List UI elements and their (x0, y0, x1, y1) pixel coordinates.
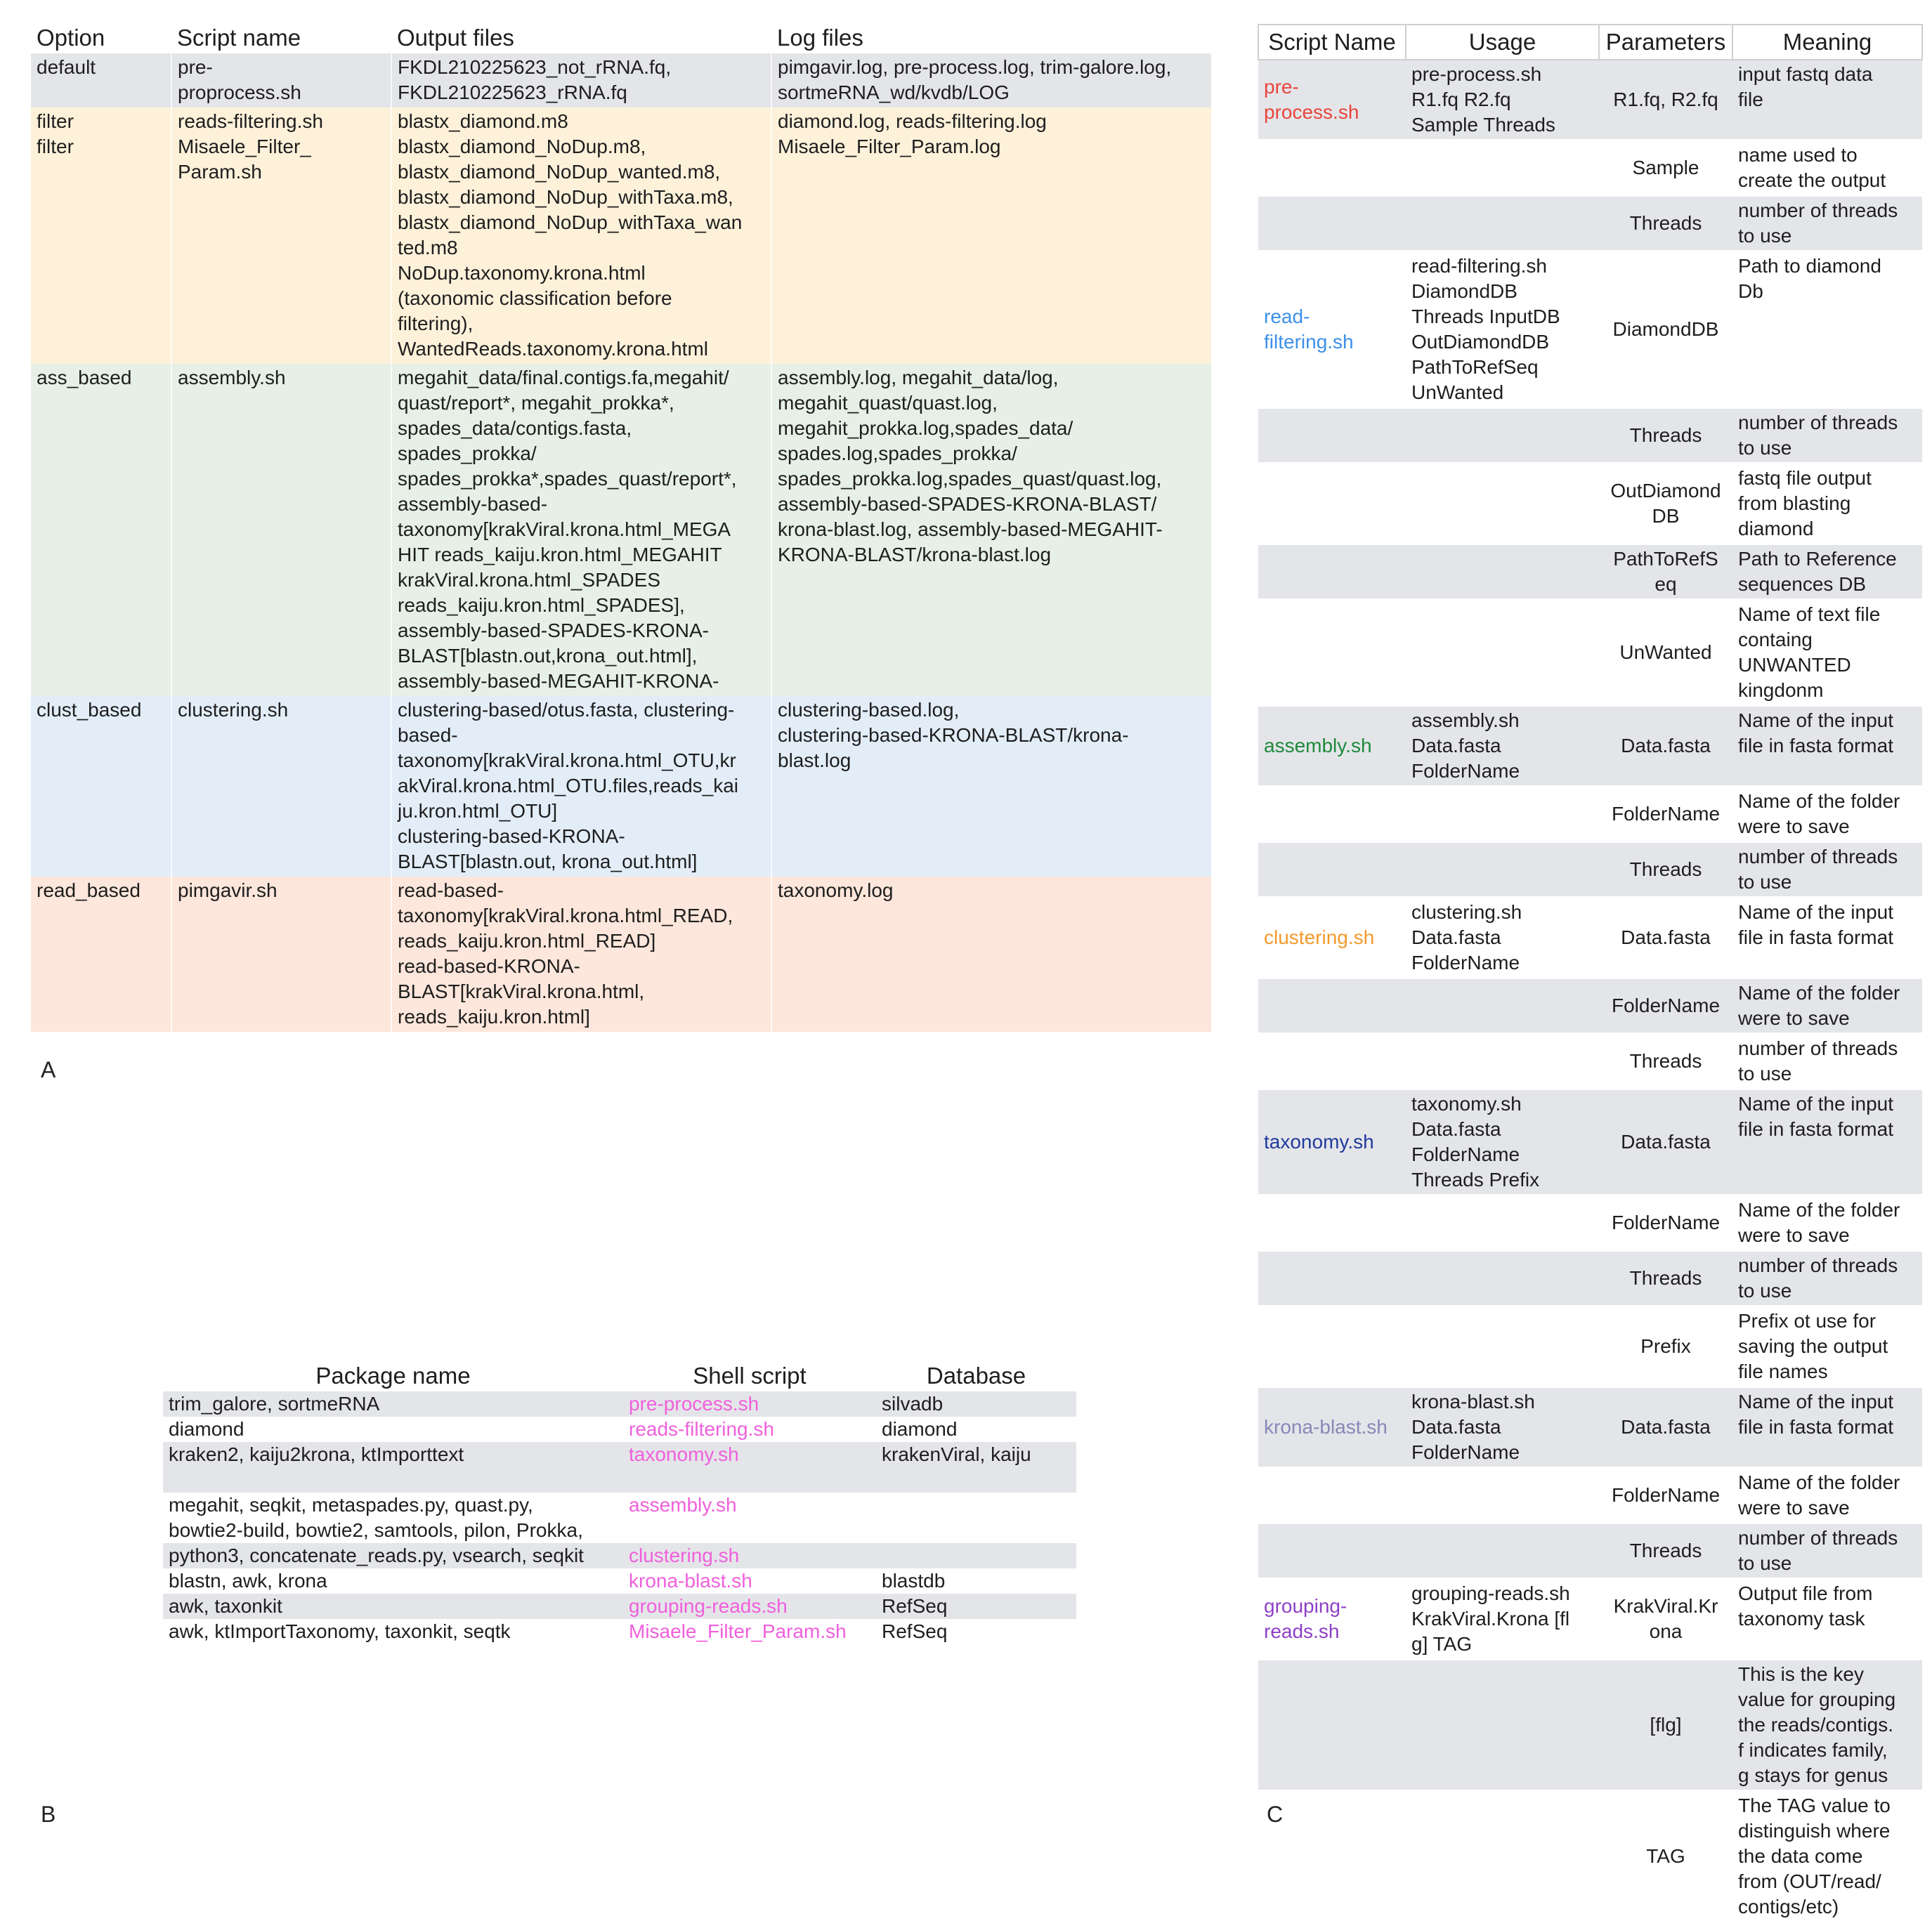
database-cell (876, 1543, 1076, 1568)
meaning-cell: Name of the input file in fasta format (1732, 898, 1922, 978)
option-cell: read_based (31, 877, 171, 1032)
meaning-cell: The TAG value to distinguish where the data come from (OUT/read/ contigs/etc) (1732, 1791, 1922, 1921)
header-parameters: Parameters (1599, 25, 1732, 60)
table-row (163, 1493, 1076, 1543)
panel-label-c: C (1267, 1802, 1283, 1828)
table-row (1258, 600, 1922, 706)
header-output-files: Output files (391, 20, 771, 53)
options-table (31, 20, 1211, 1032)
script-name-cell: pre- process.sh (1258, 60, 1406, 140)
meaning-cell: Name of the input file in fasta format (1732, 706, 1922, 787)
script-name-cell (1258, 1306, 1406, 1387)
database-cell: RefSeq (876, 1619, 1076, 1644)
parameter-cell: Data.fasta (1599, 706, 1732, 787)
option-cell: filter filter (31, 107, 171, 364)
table-row (1258, 408, 1922, 464)
meaning-cell: number of threads to use (1732, 1251, 1922, 1306)
shell-script-cell: pre-process.sh (623, 1391, 876, 1417)
logs-cell: diamond.log, reads-filtering.log Misaele_Filter_Param.log (771, 107, 1211, 364)
parameter-cell: UnWanted (1599, 600, 1732, 706)
header-database: Database (876, 1359, 1076, 1391)
meaning-cell: Name of the input file in fasta format (1732, 1089, 1922, 1195)
scripts-table-body (1258, 60, 1922, 1921)
parameter-cell: FolderName (1599, 978, 1732, 1034)
table-row (1258, 1579, 1922, 1660)
usage-cell: taxonomy.sh Data.fasta FolderName Threads Prefix (1406, 1089, 1599, 1195)
meaning-cell: Name of the input file in fasta format (1732, 1387, 1922, 1468)
outputs-cell: clustering-based/otus.fasta, clustering- based- taxonomy[krakViral.krona.html_OTU,kr akViral.krona.html_OTU.files,reads_kai ju.kron.html_OTU] clustering-based-KRONA- BLAST[blastn.out, krona_out.html] (391, 696, 771, 877)
logs-cell: assembly.log, megahit_data/log, megahit_quast/quast.log, megahit_prokka.log,spades_data/ spades.log,spades_prokka/ spades_prokka.log,spades_quast/quast.log, assembly-based-SPADES-KRONA-BLAST/ krona-blast.log, assembly-based-MEGAHIT- KRONA-BLAST/krona-blast.log (771, 364, 1211, 696)
script-name-cell (1258, 464, 1406, 544)
parameter-cell: R1.fq, R2.fq (1599, 60, 1732, 140)
script-cell: pimgavir.sh (171, 877, 391, 1032)
meaning-cell: number of threads to use (1732, 196, 1922, 251)
usage-cell: assembly.sh Data.fasta FolderName (1406, 706, 1599, 787)
table-row (163, 1594, 1076, 1619)
parameter-cell: Data.fasta (1599, 898, 1732, 978)
table-row (1258, 1791, 1922, 1921)
meaning-cell: Name of the folder were to save (1732, 1195, 1922, 1251)
table-row (1258, 544, 1922, 600)
table-row (1258, 898, 1922, 978)
packages-table (163, 1359, 1076, 1644)
database-cell: silvadb (876, 1391, 1076, 1417)
table-row (1258, 60, 1922, 140)
parameter-cell: Sample (1599, 140, 1732, 196)
script-name-cell (1258, 1195, 1406, 1251)
shell-script-cell: clustering.sh (623, 1543, 876, 1568)
usage-cell (1406, 1251, 1599, 1306)
meaning-cell: Output file from taxonomy task (1732, 1579, 1922, 1660)
table-row (31, 877, 1211, 1032)
table-row (1258, 978, 1922, 1034)
header-log-files: Log files (771, 20, 1211, 53)
database-cell: krakenViral, kaiju (876, 1442, 1076, 1493)
table-row (31, 53, 1211, 107)
parameter-cell: Threads (1599, 408, 1732, 464)
parameter-cell: PathToRefS eq (1599, 544, 1732, 600)
table-row (163, 1619, 1076, 1644)
table-row (163, 1442, 1076, 1493)
parameter-cell: Threads (1599, 1523, 1732, 1579)
usage-cell (1406, 464, 1599, 544)
usage-cell (1406, 842, 1599, 898)
meaning-cell: number of threads to use (1732, 842, 1922, 898)
parameter-cell: KrakViral.Kr ona (1599, 1579, 1732, 1660)
usage-cell (1406, 1523, 1599, 1579)
table-row (163, 1568, 1076, 1594)
shell-script-cell: taxonomy.sh (623, 1442, 876, 1493)
usage-cell (1406, 196, 1599, 251)
table-row (1258, 1034, 1922, 1089)
script-name-cell (1258, 978, 1406, 1034)
scripts-table (1258, 24, 1923, 1921)
script-name-cell (1258, 196, 1406, 251)
logs-cell: taxonomy.log (771, 877, 1211, 1032)
meaning-cell: Prefix ot use for saving the output file names (1732, 1306, 1922, 1387)
usage-cell: clustering.sh Data.fasta FolderName (1406, 898, 1599, 978)
script-cell: clustering.sh (171, 696, 391, 877)
table-row (1258, 196, 1922, 251)
meaning-cell: number of threads to use (1732, 408, 1922, 464)
usage-cell: read-filtering.sh DiamondDB Threads InputDB OutDiamondDB PathToRefSeq UnWanted (1406, 251, 1599, 408)
parameter-cell: Data.fasta (1599, 1089, 1732, 1195)
script-name-cell: assembly.sh (1258, 706, 1406, 787)
table-row (163, 1543, 1076, 1568)
header-script-name: Script name (171, 20, 391, 53)
script-cell: pre- proprocess.sh (171, 53, 391, 107)
meaning-cell: Name of the folder were to save (1732, 787, 1922, 842)
script-name-cell: read- filtering.sh (1258, 251, 1406, 408)
table-row (1258, 1251, 1922, 1306)
package-cell: blastn, awk, krona (163, 1568, 623, 1594)
package-cell: awk, ktImportTaxonomy, taxonkit, seqtk (163, 1619, 623, 1644)
table-row (1258, 1195, 1922, 1251)
table-row (1258, 1387, 1922, 1468)
table-row (1258, 140, 1922, 196)
shell-script-cell: Misaele_Filter_Param.sh (623, 1619, 876, 1644)
parameter-cell: TAG (1599, 1791, 1732, 1921)
packages-table-header (163, 1359, 1076, 1391)
scripts-table-header (1258, 25, 1922, 60)
header-shell-script: Shell script (623, 1359, 876, 1391)
usage-cell (1406, 140, 1599, 196)
table-row (163, 1417, 1076, 1442)
parameter-cell: DiamondDB (1599, 251, 1732, 408)
usage-cell: pre-process.sh R1.fq R2.fq Sample Threads (1406, 60, 1599, 140)
option-cell: default (31, 53, 171, 107)
panel-label-a: A (41, 1057, 56, 1083)
parameter-cell: FolderName (1599, 1195, 1732, 1251)
usage-cell (1406, 1791, 1599, 1921)
package-cell: megahit, seqkit, metaspades.py, quast.py, bowtie2-build, bowtie2, samtools, pilon, Prokka, (163, 1493, 623, 1543)
table-row (1258, 787, 1922, 842)
parameter-cell: Prefix (1599, 1306, 1732, 1387)
script-name-cell (1258, 842, 1406, 898)
usage-cell: krona-blast.sh Data.fasta FolderName (1406, 1387, 1599, 1468)
script-cell: reads-filtering.sh Misaele_Filter_ Param.sh (171, 107, 391, 364)
shell-script-cell: grouping-reads.sh (623, 1594, 876, 1619)
table-row (1258, 251, 1922, 408)
options-table-header (31, 20, 1211, 53)
header-option: Option (31, 20, 171, 53)
parameter-cell: FolderName (1599, 787, 1732, 842)
meaning-cell: name used to create the output (1732, 140, 1922, 196)
meaning-cell: Name of text file containg UNWANTED kingdonm (1732, 600, 1922, 706)
meaning-cell: Name of the folder were to save (1732, 978, 1922, 1034)
meaning-cell: Name of the folder were to save (1732, 1468, 1922, 1523)
outputs-cell: FKDL210225623_not_rRNA.fq, FKDL210225623_rRNA.fq (391, 53, 771, 107)
package-cell: trim_galore, sortmeRNA (163, 1391, 623, 1417)
package-cell: awk, taxonkit (163, 1594, 623, 1619)
script-name-cell (1258, 1468, 1406, 1523)
shell-script-cell: assembly.sh (623, 1493, 876, 1543)
meaning-cell: This is the key value for grouping the reads/contigs. f indicates family, g stays for genus (1732, 1660, 1922, 1791)
outputs-cell: read-based- taxonomy[krakViral.krona.html_READ, reads_kaiju.kron.html_READ] read-based-KRONA- BLAST[krakViral.krona.html, reads_kaiju.kron.html] (391, 877, 771, 1032)
shell-script-cell: krona-blast.sh (623, 1568, 876, 1594)
option-cell: clust_based (31, 696, 171, 877)
script-name-cell (1258, 600, 1406, 706)
meaning-cell: fastq file output from blasting diamond (1732, 464, 1922, 544)
package-cell: kraken2, kaiju2krona, ktImporttext (163, 1442, 623, 1493)
meaning-cell: Path to diamond Db (1732, 251, 1922, 408)
table-row (31, 696, 1211, 877)
table-row (163, 1391, 1076, 1417)
script-name-cell (1258, 140, 1406, 196)
usage-cell (1406, 1195, 1599, 1251)
database-cell: diamond (876, 1417, 1076, 1442)
database-cell: blastdb (876, 1568, 1076, 1594)
usage-cell (1406, 1034, 1599, 1089)
table-row (1258, 1306, 1922, 1387)
usage-cell (1406, 600, 1599, 706)
script-name-cell (1258, 1251, 1406, 1306)
option-cell: ass_based (31, 364, 171, 696)
header-package-name: Package name (163, 1359, 623, 1391)
panel-label-b: B (41, 1802, 56, 1828)
table-row (1258, 706, 1922, 787)
parameter-cell: Data.fasta (1599, 1387, 1732, 1468)
shell-script-cell: reads-filtering.sh (623, 1417, 876, 1442)
usage-cell (1406, 1660, 1599, 1791)
database-cell (876, 1493, 1076, 1543)
table-row (1258, 1468, 1922, 1523)
script-name-cell (1258, 544, 1406, 600)
script-name-cell (1258, 408, 1406, 464)
script-name-cell: taxonomy.sh (1258, 1089, 1406, 1195)
parameter-cell: FolderName (1599, 1468, 1732, 1523)
outputs-cell: megahit_data/final.contigs.fa,megahit/ quast/report*, megahit_prokka*, spades_data/contigs.fasta, spades_prokka/ spades_prokka*,spades_quast/report*, assembly-based- taxonomy[krakViral.krona.html_MEGA HIT reads_kaiju.kron.html_MEGAHIT krakViral.krona.html_SPADES reads_kaiju.kron.html_SPADES], assembly-based-SPADES-KRONA- BLAST[blastn.out,krona_out.html], assembly-based-MEGAHIT-KRONA- (391, 364, 771, 696)
meaning-cell: number of threads to use (1732, 1034, 1922, 1089)
script-name-cell (1258, 1523, 1406, 1579)
meaning-cell: number of threads to use (1732, 1523, 1922, 1579)
usage-cell (1406, 408, 1599, 464)
script-name-cell (1258, 1660, 1406, 1791)
script-name-cell (1258, 1034, 1406, 1089)
script-name-cell: clustering.sh (1258, 898, 1406, 978)
logs-cell: clustering-based.log, clustering-based-KRONA-BLAST/krona- blast.log (771, 696, 1211, 877)
usage-cell (1406, 1306, 1599, 1387)
parameter-cell: Threads (1599, 196, 1732, 251)
parameter-cell: OutDiamond DB (1599, 464, 1732, 544)
script-name-cell: krona-blast.sh (1258, 1387, 1406, 1468)
parameter-cell: Threads (1599, 842, 1732, 898)
script-cell: assembly.sh (171, 364, 391, 696)
logs-cell: pimgavir.log, pre-process.log, trim-galore.log, sortmeRNA_wd/kvdb/LOG (771, 53, 1211, 107)
table-row (1258, 464, 1922, 544)
table-row (31, 107, 1211, 364)
script-name-cell (1258, 787, 1406, 842)
outputs-cell: blastx_diamond.m8 blastx_diamond_NoDup.m8, blastx_diamond_NoDup_wanted.m8, blastx_diamond_NoDup_withTaxa.m8, blastx_diamond_NoDup_withTaxa_wan ted.m8 NoDup.taxonomy.krona.html (taxonomic classification before filtering), WantedReads.taxonomy.krona.html (391, 107, 771, 364)
header-meaning: Meaning (1732, 25, 1922, 60)
usage-cell (1406, 787, 1599, 842)
parameter-cell: [flg] (1599, 1660, 1732, 1791)
table-row (31, 364, 1211, 696)
usage-cell (1406, 544, 1599, 600)
header-usage: Usage (1406, 25, 1599, 60)
usage-cell (1406, 1468, 1599, 1523)
usage-cell (1406, 978, 1599, 1034)
header-script-name: Script Name (1258, 25, 1406, 60)
usage-cell: grouping-reads.sh KrakViral.Krona [fl g] TAG (1406, 1579, 1599, 1660)
meaning-cell: Path to Reference sequences DB (1732, 544, 1922, 600)
parameter-cell: Threads (1599, 1034, 1732, 1089)
table-row (1258, 842, 1922, 898)
table-row (1258, 1523, 1922, 1579)
package-cell: python3, concatenate_reads.py, vsearch, seqkit (163, 1543, 623, 1568)
script-name-cell: grouping- reads.sh (1258, 1579, 1406, 1660)
table-row (1258, 1089, 1922, 1195)
meaning-cell: input fastq data file (1732, 60, 1922, 140)
parameter-cell: Threads (1599, 1251, 1732, 1306)
table-row (1258, 1660, 1922, 1791)
package-cell: diamond (163, 1417, 623, 1442)
database-cell: RefSeq (876, 1594, 1076, 1619)
